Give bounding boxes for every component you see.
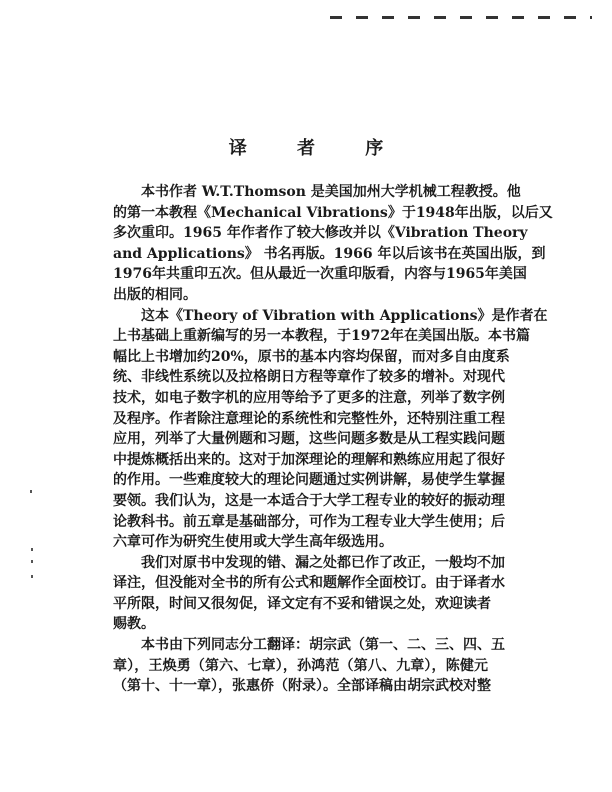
text-line: 论教科书。前五章是基础部分，可作为工程专业大学生使用；后: [113, 513, 505, 530]
text-line: 幅比上书增加约20%，原书的基本内容均保留，而对多自由度系: [113, 348, 510, 365]
text-line: and Applications》 书名再版。1966 年以后该书在英国出版，到: [113, 245, 546, 262]
text-line: 统、非线性系统以及拉格朗日方程等章作了较多的增补。对现代: [113, 369, 505, 386]
text-line: 出版的相同。: [113, 286, 197, 303]
text-line: 技术，如电子数字机的应用等给予了更多的注意，列举了数字例: [113, 389, 505, 406]
page-title: 译 者 序: [228, 138, 406, 159]
text-line: 的第一本教程《Mechanical Vibrations》于1948年出版，以后又: [113, 204, 553, 221]
text-line: 平所限，时间又很匆促，译文定有不妥和错误之处，欢迎读者: [113, 595, 491, 612]
text-line: 要领。我们认为，这是一本适合于大学工程专业的较好的振动理: [113, 492, 505, 509]
text-line: 赐教。: [113, 616, 155, 633]
text-line: 应用，列举了大量例题和习题，这些问题多数是从工程实践问题: [113, 431, 505, 448]
text-line: 六章可作为研究生使用或大学生高年级选用。: [113, 534, 393, 551]
paragraph: [113, 635, 505, 697]
text-line: （第十、十一章），张惠侨（附录）。全部译稿由胡宗武校对整: [113, 678, 491, 695]
paragraph: [113, 306, 548, 553]
text-line: 多次重印。1965 年作者作了较大修改并以《Vibration Theory: [113, 225, 528, 242]
header-dashes: [330, 16, 592, 19]
text-line: 中提炼概括出来的。这对于加深理论的理解和熟练应用起了很好: [113, 451, 505, 468]
scan-mark: [30, 490, 32, 493]
preface-body: [113, 182, 553, 697]
text-line: 章），王焕勇（第六、七章），孙鸿范（第八、九章），陈健元: [113, 657, 488, 674]
text-line: 上书基础上重新编写的另一本教程，于1972年在美国出版。本书篇: [113, 328, 530, 345]
paragraph: [113, 182, 553, 306]
text-line: 及程序。作者除注意理论的系统性和完整性外，还特别注重工程: [113, 410, 505, 427]
scan-mark: [31, 575, 33, 578]
text-line: 译注，但没能对全书的所有公式和题解作全面校订。由于译者水: [113, 575, 505, 592]
scan-mark: [31, 548, 33, 551]
text-line: 的作用。一些难度较大的理论问题通过实例讲解，易使学生掌握: [113, 472, 505, 489]
text-line: 1976年共重印五次。但从最近一次重印版看，内容与1965年美国: [113, 266, 527, 283]
paragraph: [113, 553, 505, 635]
text-line: 我们对原书中发现的错、漏之处都已作了改正，一般均不加: [141, 554, 505, 571]
text-line: 这本《Theory of Vibration with Applications》是作者在: [141, 307, 548, 324]
scan-mark: [31, 560, 33, 563]
text-line: 本书作者 W.T.Thomson 是美国加州大学机械工程教授。他: [141, 184, 521, 200]
text-line: 本书由下列同志分工翻译：胡宗武（第一、二、三、四、五: [141, 637, 505, 654]
